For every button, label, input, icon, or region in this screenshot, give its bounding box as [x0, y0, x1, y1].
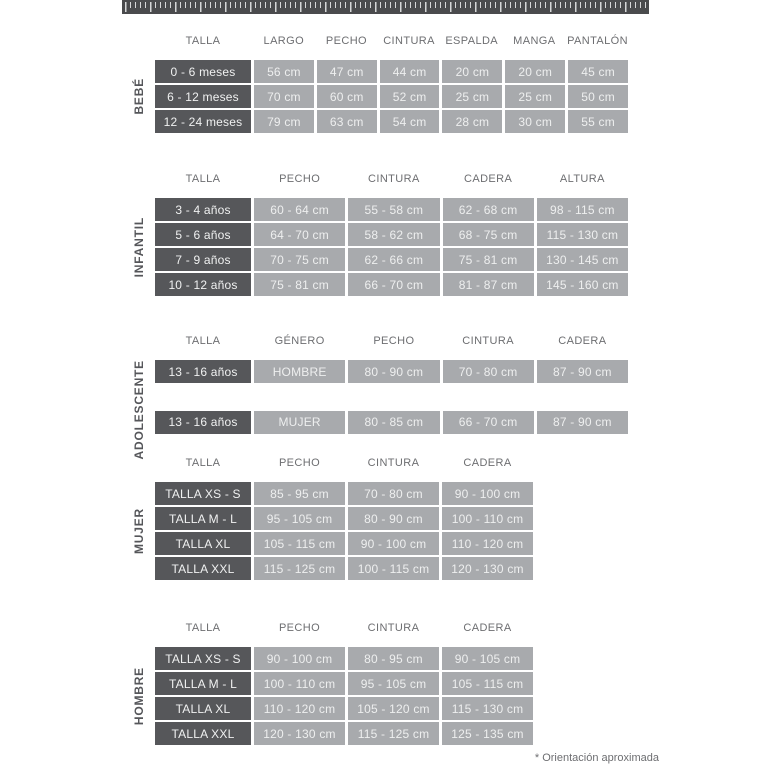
- group-label-infantil: [122, 198, 155, 296]
- size-value-cell: 87 - 90 cm: [537, 411, 628, 434]
- size-value-cell: 30 cm: [505, 110, 565, 133]
- size-label-cell: TALLA M - L: [155, 507, 251, 530]
- size-table-adolescente: [122, 330, 628, 459]
- size-value-cell: 44 cm: [380, 60, 440, 83]
- size-value-cell: 115 - 125 cm: [348, 722, 439, 745]
- size-label-cell: TALLA XL: [155, 532, 251, 555]
- column-header: GÉNERO: [274, 335, 325, 347]
- size-label-cell: 5 - 6 años: [155, 223, 251, 246]
- column-header: CADERA: [463, 622, 512, 634]
- group-label-mujer: [122, 482, 155, 580]
- size-table-mujer: [122, 452, 533, 580]
- size-value-cell: 90 - 105 cm: [442, 647, 533, 670]
- size-value-cell: 120 - 130 cm: [442, 557, 533, 580]
- size-table-hombre: [122, 617, 533, 745]
- size-value-cell: 28 cm: [442, 110, 502, 133]
- size-label-cell: 13 - 16 años: [155, 360, 251, 383]
- size-value-cell: 63 cm: [317, 110, 377, 133]
- size-label-cell: 13 - 16 años: [155, 411, 251, 434]
- column-header: CINTURA: [383, 35, 435, 47]
- column-header: ALTURA: [559, 173, 605, 185]
- group-label-text: HOMBRE: [131, 666, 146, 726]
- group-label-bebe: [122, 60, 155, 133]
- size-value-cell: 70 - 80 cm: [443, 360, 534, 383]
- size-value-cell: 110 - 120 cm: [442, 532, 533, 555]
- size-value-cell: 90 - 100 cm: [442, 482, 533, 505]
- size-value-cell: 64 - 70 cm: [254, 223, 345, 246]
- size-value-cell: 87 - 90 cm: [537, 360, 628, 383]
- footnote: * Orientación aproximada: [534, 752, 659, 764]
- size-value-cell: 80 - 95 cm: [348, 647, 439, 670]
- column-header: PECHO: [279, 173, 321, 185]
- table-header-row: [155, 30, 628, 52]
- size-value-cell: 110 - 120 cm: [254, 697, 345, 720]
- size-value-cell: 25 cm: [442, 85, 502, 108]
- size-value-cell: 100 - 115 cm: [348, 557, 439, 580]
- table-header-row: [155, 452, 533, 474]
- size-value-cell: 58 - 62 cm: [348, 223, 439, 246]
- column-header: PECHO: [278, 457, 321, 469]
- size-value-cell: 20 cm: [505, 60, 565, 83]
- size-label-cell: TALLA XS - S: [155, 482, 251, 505]
- size-value-cell: 60 - 64 cm: [254, 198, 345, 221]
- size-value-cell: 52 cm: [380, 85, 440, 108]
- size-value-cell: 54 cm: [380, 110, 440, 133]
- size-value-cell: 66 - 70 cm: [443, 411, 534, 434]
- column-header: TALLA: [185, 457, 221, 469]
- table-rows: [155, 60, 628, 133]
- size-value-cell: 115 - 130 cm: [537, 223, 628, 246]
- size-value-cell: 70 - 75 cm: [254, 248, 345, 271]
- column-header: CINTURA: [462, 335, 514, 347]
- size-value-cell: 80 - 85 cm: [348, 411, 439, 434]
- group-label-text: MUJER: [131, 507, 146, 554]
- size-value-cell: 130 - 145 cm: [537, 248, 628, 271]
- size-label-cell: 0 - 6 meses: [155, 60, 251, 83]
- size-value-cell: 75 - 81 cm: [254, 273, 345, 296]
- column-header: LARGO: [263, 35, 305, 47]
- size-value-cell: 98 - 115 cm: [537, 198, 628, 221]
- size-label-cell: 7 - 9 años: [155, 248, 251, 271]
- size-value-cell: HOMBRE: [254, 360, 345, 383]
- column-header: CADERA: [463, 457, 512, 469]
- size-value-cell: 100 - 110 cm: [254, 672, 345, 695]
- size-value-cell: 90 - 100 cm: [254, 647, 345, 670]
- column-header: CADERA: [464, 173, 513, 185]
- size-value-cell: 45 cm: [568, 60, 628, 83]
- group-label-text: ADOLESCENTE: [131, 360, 146, 460]
- size-value-cell: 95 - 105 cm: [254, 507, 345, 530]
- size-label-cell: TALLA XL: [155, 697, 251, 720]
- table-header-row: [155, 617, 533, 639]
- group-label-adolescente: [122, 360, 155, 459]
- size-value-cell: 105 - 115 cm: [442, 672, 533, 695]
- size-value-cell: 90 - 100 cm: [348, 532, 439, 555]
- size-label-cell: TALLA M - L: [155, 672, 251, 695]
- size-value-cell: 47 cm: [317, 60, 377, 83]
- size-value-cell: 62 - 66 cm: [348, 248, 439, 271]
- size-label-cell: 12 - 24 meses: [155, 110, 251, 133]
- column-header: PECHO: [373, 335, 415, 347]
- size-value-cell: 105 - 120 cm: [348, 697, 439, 720]
- size-value-cell: 50 cm: [568, 85, 628, 108]
- group-label-hombre: [122, 647, 155, 745]
- table-header-row: [155, 330, 628, 352]
- size-value-cell: 145 - 160 cm: [537, 273, 628, 296]
- size-value-cell: 105 - 115 cm: [254, 532, 345, 555]
- column-header: ESPALDA: [445, 35, 499, 47]
- group-label-text: INFANTIL: [131, 216, 146, 278]
- size-value-cell: 55 - 58 cm: [348, 198, 439, 221]
- size-value-cell: 70 - 80 cm: [348, 482, 439, 505]
- column-header: MANGA: [513, 35, 556, 47]
- column-header: TALLA: [185, 622, 221, 634]
- size-value-cell: 100 - 110 cm: [442, 507, 533, 530]
- size-label-cell: TALLA XXL: [155, 722, 251, 745]
- size-value-cell: 55 cm: [568, 110, 628, 133]
- size-value-cell: 79 cm: [254, 110, 314, 133]
- table-rows: [155, 198, 628, 296]
- size-table-bebe: [122, 30, 628, 133]
- size-value-cell: 20 cm: [442, 60, 502, 83]
- column-header: PECHO: [325, 35, 367, 47]
- table-rows: [155, 360, 628, 459]
- size-value-cell: 68 - 75 cm: [443, 223, 534, 246]
- size-value-cell: 56 cm: [254, 60, 314, 83]
- size-label-cell: 10 - 12 años: [155, 273, 251, 296]
- column-header: TALLA: [185, 335, 221, 347]
- column-header: CINTURA: [368, 173, 420, 185]
- size-value-cell: 120 - 130 cm: [254, 722, 345, 745]
- column-header: CINTURA: [367, 457, 420, 469]
- size-value-cell: 115 - 130 cm: [442, 697, 533, 720]
- column-header: CADERA: [558, 335, 607, 347]
- size-value-cell: 125 - 135 cm: [442, 722, 533, 745]
- table-rows: [155, 482, 533, 580]
- size-label-cell: TALLA XXL: [155, 557, 251, 580]
- size-value-cell: 115 - 125 cm: [254, 557, 345, 580]
- column-header: TALLA: [185, 173, 221, 185]
- size-label-cell: 6 - 12 meses: [155, 85, 251, 108]
- column-header: PECHO: [278, 622, 321, 634]
- size-value-cell: 95 - 105 cm: [348, 672, 439, 695]
- size-value-cell: 75 - 81 cm: [443, 248, 534, 271]
- size-table-infantil: [122, 168, 628, 296]
- size-label-cell: 3 - 4 años: [155, 198, 251, 221]
- column-header: CINTURA: [367, 622, 420, 634]
- size-label-cell: TALLA XS - S: [155, 647, 251, 670]
- size-value-cell: 81 - 87 cm: [443, 273, 534, 296]
- size-value-cell: MUJER: [254, 411, 345, 434]
- group-label-text: BEBÉ: [131, 78, 146, 115]
- size-value-cell: 80 - 90 cm: [348, 507, 439, 530]
- size-value-cell: 25 cm: [505, 85, 565, 108]
- size-value-cell: 70 cm: [254, 85, 314, 108]
- size-value-cell: 62 - 68 cm: [443, 198, 534, 221]
- size-value-cell: 66 - 70 cm: [348, 273, 439, 296]
- table-rows: [155, 647, 533, 745]
- size-value-cell: 60 cm: [317, 85, 377, 108]
- column-header: TALLA: [185, 35, 221, 47]
- column-header: PANTALÓN: [567, 35, 628, 47]
- measuring-tape-ruler-graphic: [122, 0, 649, 14]
- table-header-row: [155, 168, 628, 190]
- size-value-cell: 85 - 95 cm: [254, 482, 345, 505]
- size-value-cell: 80 - 90 cm: [348, 360, 439, 383]
